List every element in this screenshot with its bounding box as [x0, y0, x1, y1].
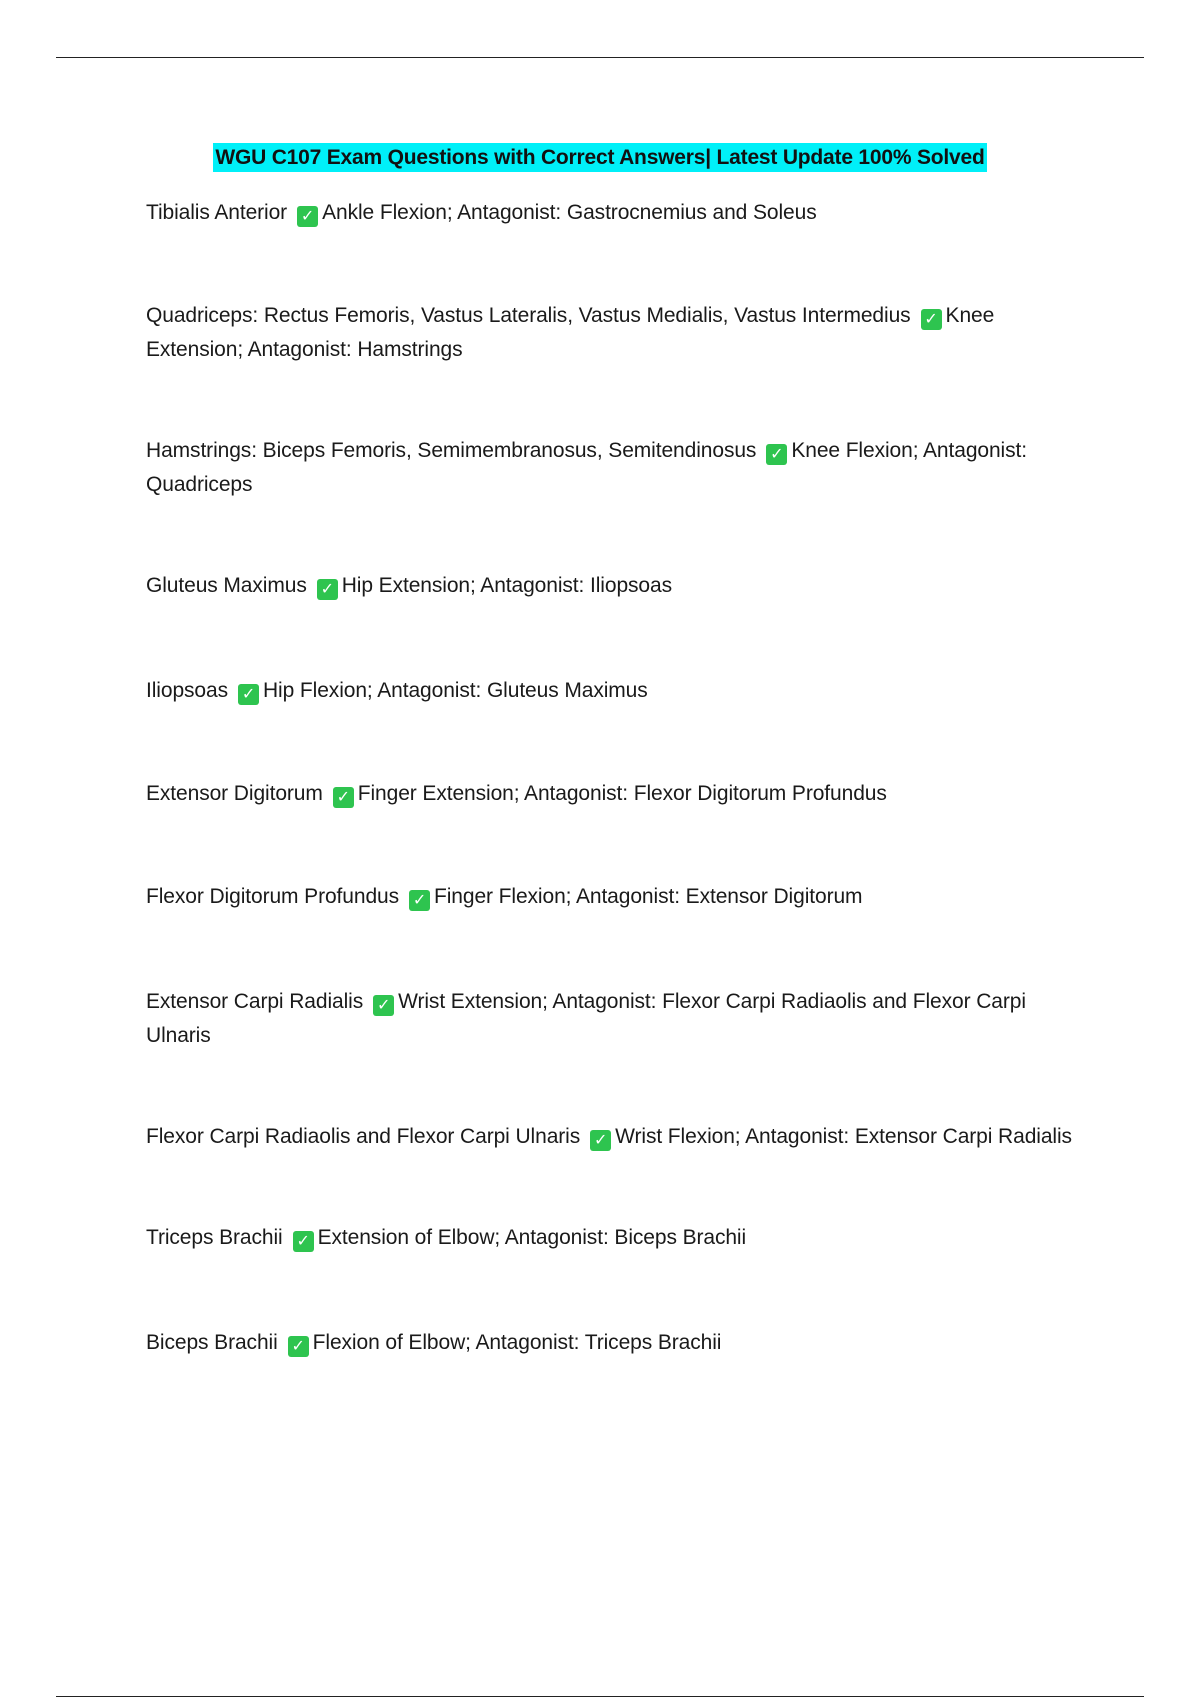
qa-answer: Ankle Flexion; Antagonist: Gastrocnemius and Soleus — [322, 201, 817, 224]
qa-term: Tibialis Anterior — [146, 201, 288, 224]
qa-item — [146, 985, 1086, 1053]
check-icon: ✓ — [409, 890, 430, 911]
qa-term: Extensor Digitorum — [146, 782, 323, 805]
header-rule — [56, 57, 1144, 58]
qa-answer: Extension of Elbow; Antagonist: Biceps Brachii — [317, 1226, 747, 1249]
qa-term: Quadriceps: Rectus Femoris, Vastus Lateralis, Vastus Medialis, Vastus Intermedius — [146, 304, 911, 327]
qa-item — [146, 777, 1086, 811]
check-icon: ✓ — [293, 1231, 314, 1252]
qa-item — [146, 1221, 1086, 1255]
qa-item — [146, 299, 1086, 367]
qa-answer: Knee Flexion; Antagonist: Quadriceps — [146, 439, 1027, 496]
qa-answer: Flexion of Elbow; Antagonist: Triceps Brachii — [312, 1331, 722, 1354]
footer-rule — [56, 1696, 1144, 1697]
qa-answer: Finger Extension; Antagonist: Flexor Digitorum Profundus — [357, 782, 887, 805]
qa-term: Iliopsoas — [146, 679, 228, 702]
check-icon: ✓ — [333, 787, 354, 808]
qa-term: Biceps Brachii — [146, 1331, 278, 1354]
qa-term: Extensor Carpi Radialis — [146, 990, 364, 1013]
title-container — [0, 143, 1200, 172]
qa-answer: Wrist Extension; Antagonist: Flexor Carpi Radiaolis and Flexor Carpi Ulnaris — [146, 990, 1026, 1047]
check-icon: ✓ — [297, 206, 318, 227]
qa-term: Gluteus Maximus — [146, 574, 307, 597]
qa-item — [146, 1326, 1086, 1360]
check-icon: ✓ — [288, 1336, 309, 1357]
check-icon: ✓ — [766, 444, 787, 465]
check-icon: ✓ — [590, 1130, 611, 1151]
qa-item — [146, 434, 1086, 502]
qa-term: Flexor Digitorum Profundus — [146, 885, 399, 908]
check-icon: ✓ — [238, 684, 259, 705]
qa-answer: Hip Extension; Antagonist: Iliopsoas — [341, 574, 672, 597]
qa-term: Hamstrings: Biceps Femoris, Semimembranosus, Semitendinosus — [146, 439, 757, 462]
qa-answer: Wrist Flexion; Antagonist: Extensor Carpi Radialis — [615, 1125, 1072, 1148]
qa-item — [146, 196, 1086, 230]
qa-answer: Hip Flexion; Antagonist: Gluteus Maximus — [262, 679, 648, 702]
qa-list — [146, 196, 1086, 1360]
qa-term: Triceps Brachii — [146, 1226, 283, 1249]
qa-item — [146, 569, 1086, 603]
qa-item — [146, 674, 1086, 708]
check-icon: ✓ — [921, 309, 942, 330]
qa-term: Flexor Carpi Radiaolis and Flexor Carpi Ulnaris — [146, 1125, 581, 1148]
qa-answer: Knee Extension; Antagonist: Hamstrings — [146, 304, 995, 361]
check-icon: ✓ — [317, 579, 338, 600]
qa-item — [146, 1120, 1086, 1154]
document-title: WGU C107 Exam Questions with Correct Answers| Latest Update 100% Solved — [213, 143, 986, 172]
check-icon: ✓ — [373, 995, 394, 1016]
qa-item — [146, 880, 1086, 914]
qa-answer: Finger Flexion; Antagonist: Extensor Digitorum — [434, 885, 863, 908]
